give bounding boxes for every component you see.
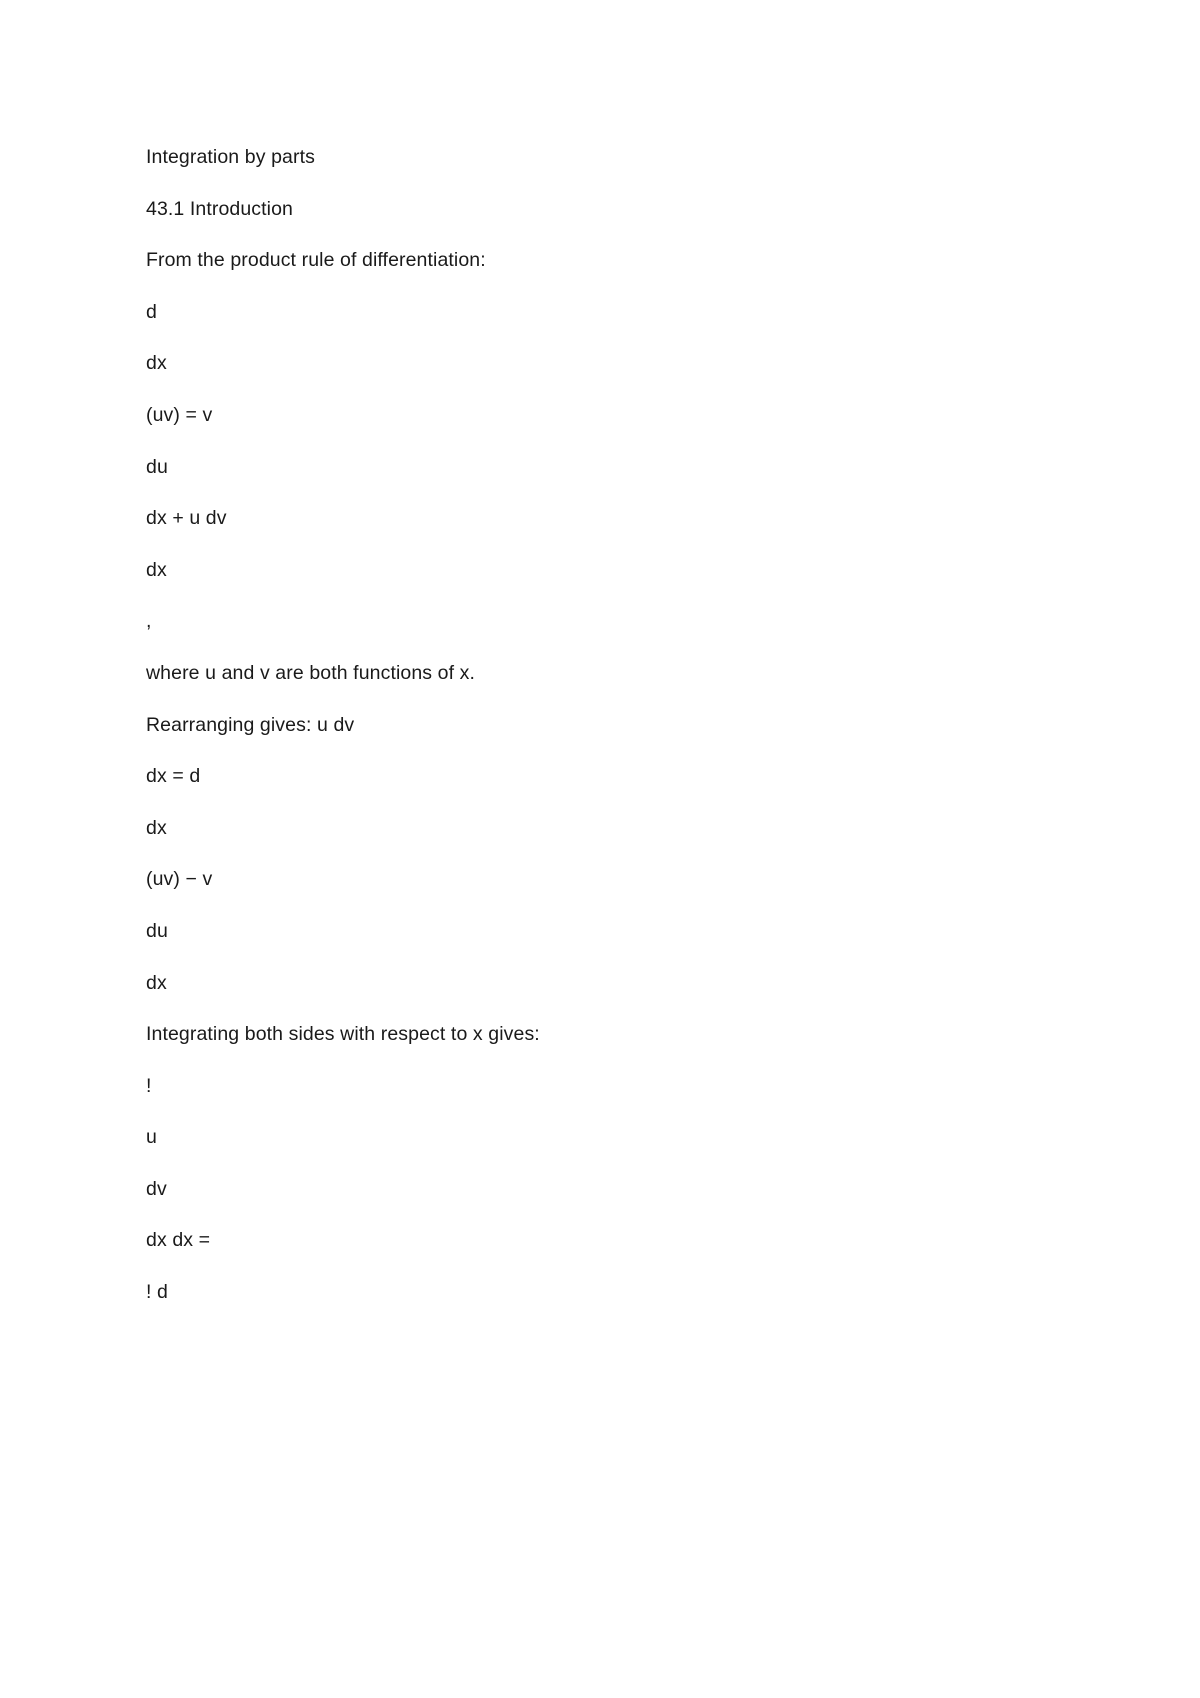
text-line: dv <box>146 1177 167 1200</box>
text-line: dx <box>146 352 167 375</box>
text-line: ! d <box>146 1281 168 1304</box>
text-line: dx + u dv <box>146 507 227 530</box>
text-line: (uv) = v <box>146 403 213 426</box>
section-heading: 43.1 Introduction <box>146 197 293 220</box>
text-line: d <box>146 300 157 323</box>
document-title: Integration by parts <box>146 146 315 168</box>
text-line: dx <box>146 971 167 994</box>
text-line: (uv) − v <box>146 868 213 891</box>
text-line: dx = d <box>146 765 201 788</box>
text-line: du <box>146 455 168 478</box>
text-line: , <box>146 610 152 633</box>
text-line: Rearranging gives: u dv <box>146 713 355 736</box>
text-line: ! <box>146 1074 152 1097</box>
text-line: Integrating both sides with respect to x gives: <box>146 1023 540 1046</box>
text-line: where u and v are both functions of x. <box>146 661 475 684</box>
text-line: dx <box>146 558 167 581</box>
text-line: du <box>146 919 168 942</box>
text-line: dx dx = <box>146 1229 211 1252</box>
text-line: u <box>146 1126 157 1149</box>
document-body <box>146 145 540 1332</box>
text-line: From the product rule of differentiation: <box>146 249 486 272</box>
text-line: dx <box>146 816 167 839</box>
